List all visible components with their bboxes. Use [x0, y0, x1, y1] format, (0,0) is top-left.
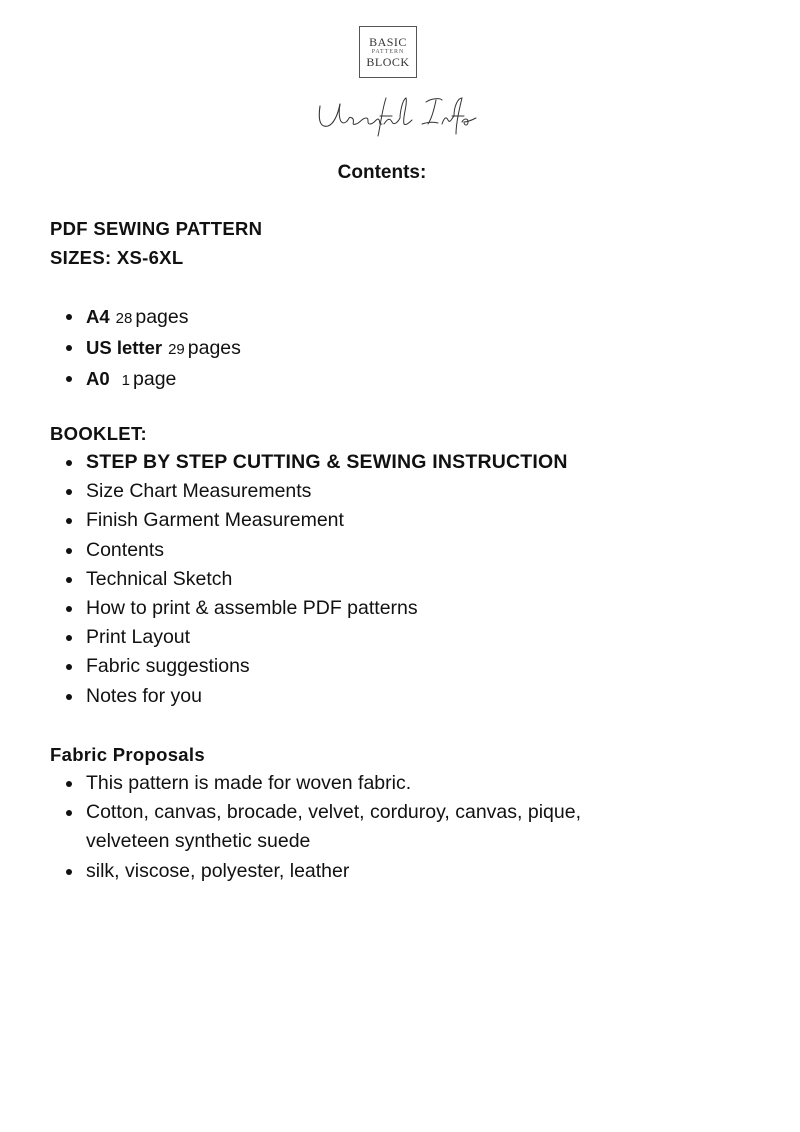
- list-item: Cotton, canvas, brocade, velvet, corduroy, canvas, pique, velveteen synthetic suede: [50, 798, 650, 856]
- format-page-unit: pages: [187, 337, 241, 360]
- list-item: This pattern is made for woven fabric.: [50, 769, 650, 798]
- format-page-count: 29: [168, 341, 185, 359]
- list-item: Print Layout: [50, 623, 690, 652]
- list-item: Size Chart Measurements: [50, 477, 690, 506]
- booklet-heading: BOOKLET:: [50, 423, 147, 444]
- format-list-section: [50, 302, 690, 396]
- format-page-unit: page: [133, 368, 177, 391]
- brand-logo: [359, 26, 417, 78]
- fabric-section: [50, 740, 690, 886]
- useful-info-handwriting-graphic: [300, 92, 490, 138]
- list-item: Notes for you: [50, 682, 690, 711]
- format-label: A0: [86, 368, 110, 390]
- logo-line-basic: BASIC: [369, 35, 407, 49]
- list-item-format-us-letter: [50, 333, 690, 364]
- fabric-heading: Fabric Proposals: [50, 744, 205, 765]
- list-item: silk, viscose, polyester, leather: [50, 857, 650, 886]
- list-item: Fabric suggestions: [50, 652, 690, 681]
- format-list: [50, 302, 690, 396]
- format-label: A4: [86, 306, 110, 327]
- list-item: Technical Sketch: [50, 565, 690, 594]
- pattern-title: PDF SEWING PATTERN: [50, 218, 263, 239]
- list-item: Finish Garment Measurement: [50, 506, 690, 535]
- booklet-section: [50, 419, 690, 711]
- list-item: STEP BY STEP CUTTING & SEWING INSTRUCTION: [50, 448, 690, 477]
- fabric-list: [50, 769, 650, 886]
- list-item-format-a0: [50, 364, 690, 395]
- format-page-count: 1: [121, 372, 130, 390]
- booklet-list: [50, 448, 690, 711]
- pattern-info: [50, 214, 690, 272]
- list-item-format-a4: [50, 302, 690, 333]
- format-page-count: 28: [115, 310, 133, 327]
- logo-line-pattern: PATTERN: [371, 49, 405, 55]
- list-item: Contents: [50, 536, 690, 565]
- script-heading-useful-info: [300, 92, 490, 138]
- contents-heading: Contents:: [337, 162, 427, 183]
- logo-line-block: BLOCK: [366, 55, 410, 69]
- format-label: US letter: [86, 337, 163, 359]
- format-page-unit: pages: [135, 306, 189, 328]
- list-item: How to print & assemble PDF patterns: [50, 594, 690, 623]
- pattern-sizes: SIZES: XS-6XL: [50, 247, 184, 268]
